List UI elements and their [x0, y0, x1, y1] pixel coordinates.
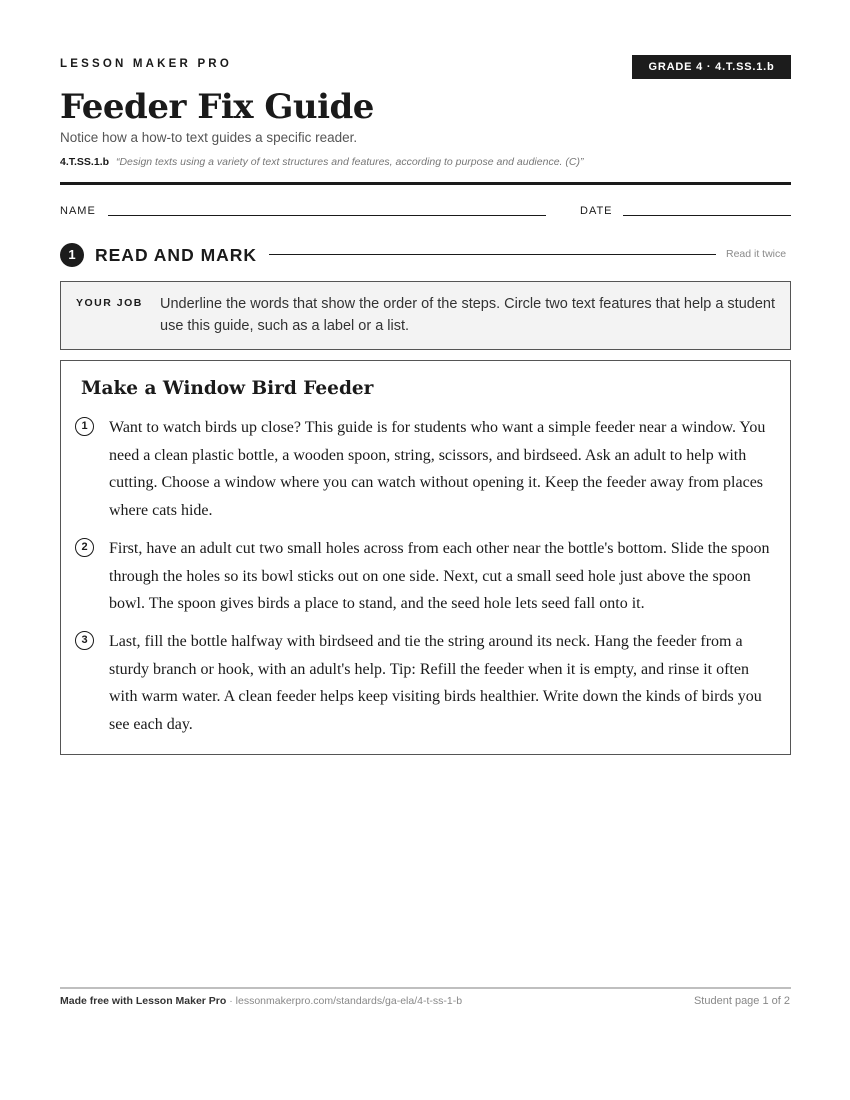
paragraph-1: Want to watch birds up close? This guide is for students who want a simple feeder near a window. You need a clean plastic bottle, a wooden spoon, string, scissors, and birdseed. Ask an adult to help with cutting. Choose a window where you can watch without opening it. Keep the feeder away from places where cats hide. — [109, 419, 766, 519]
article-title: Make a Window Bird Feeder — [81, 378, 374, 399]
article-box — [60, 360, 791, 755]
job-label: YOUR JOB — [76, 297, 143, 309]
header-divider — [60, 182, 791, 185]
footer-url[interactable]: · lessonmakerpro.com/standards/ga-ela/4-t-ss-1-b — [226, 995, 463, 1007]
page-title: Feeder Fix Guide — [60, 87, 374, 127]
brand-name: LESSON MAKER PRO — [60, 58, 232, 70]
section-title: READ AND MARK — [95, 245, 258, 265]
standard-text: “Design texts using a variety of text structures and features, according to purpose and audience. (C)” — [115, 156, 584, 168]
standard-line — [60, 156, 583, 168]
section-note: Read it twice — [726, 248, 787, 260]
page-indicator: Student page 1 of 2 — [693, 995, 790, 1007]
paragraph-number-2: 2 — [75, 538, 94, 557]
footer-credit — [60, 995, 462, 1007]
name-label: NAME — [60, 205, 96, 217]
name-field[interactable] — [108, 215, 546, 216]
section-divider — [269, 254, 716, 255]
job-box — [60, 281, 791, 350]
paragraph-3: Last, fill the bottle halfway with birdseed and tie the string around its neck. Hang the feeder from a sturdy branch or hook, with an adult's help. Tip: Refill the feeder when it is empty, and rinse it often with warm water. A clean feeder helps keep visiting birds healthier. Write down the kinds of birds you see each day. — [109, 633, 762, 733]
paragraph-2: First, have an adult cut two small holes across from each other near the bottle's bottom. Slide the spoon through the holes so its bowl sticks out on one side. Next, cut a small seed hole just above the spoon bowl. The spoon gives birds a place to stand, and the seed hole lets seed fall onto it. — [109, 540, 770, 612]
grade-badge: GRADE 4 · 4.T.SS.1.b — [632, 55, 791, 79]
date-field[interactable] — [623, 215, 791, 216]
date-label: DATE — [580, 205, 613, 217]
section-number-badge: 1 — [60, 243, 84, 267]
standard-code: 4.T.SS.1.b — [60, 156, 110, 168]
paragraph-number-1: 1 — [75, 417, 94, 436]
paragraph-number-3: 3 — [75, 631, 94, 650]
footer-divider — [60, 987, 791, 989]
page-subtitle: Notice how a how-to text guides a specific reader. — [60, 130, 358, 145]
job-instructions: Underline the words that show the order of the steps. Circle two text features that help a student use this guide, such as a label or a list. — [160, 296, 775, 334]
footer-made-with: Made free with Lesson Maker Pro — [60, 995, 227, 1007]
